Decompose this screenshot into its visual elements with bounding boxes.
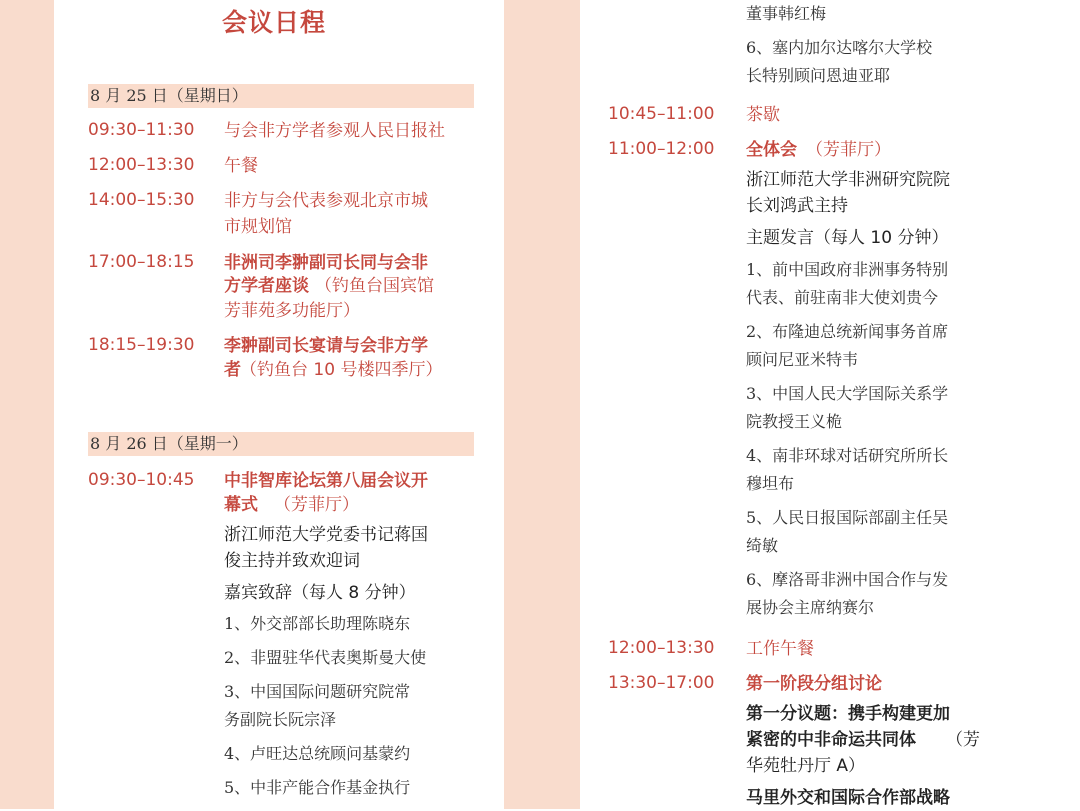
speaker-item: 绮敏 xyxy=(746,536,779,555)
event-title: 者 xyxy=(224,360,241,380)
event-host: 浙江师范大学党委书记蒋国 xyxy=(224,525,428,545)
event-time: 09:30–11:30 xyxy=(88,120,195,140)
event-title: 茶歇 xyxy=(746,105,780,125)
event-title: 第一阶段分组讨论 xyxy=(746,674,882,694)
speaker-item: 董事韩红梅 xyxy=(746,4,827,23)
topic-room: 华苑牡丹厅 A） xyxy=(746,756,866,776)
speaker-item: 5、中非产能合作基金执行 xyxy=(224,778,411,797)
event-title: 方学者座谈 xyxy=(224,276,309,296)
speaker-item: 穆坦布 xyxy=(746,474,795,493)
event-time: 11:00–12:00 xyxy=(608,139,715,159)
left-decor-band xyxy=(0,0,54,809)
event-title: 市规划馆 xyxy=(224,217,292,237)
speaker-item: 顾问尼亚米特韦 xyxy=(746,350,859,369)
topic-room: （芳 xyxy=(946,730,980,750)
speaker-item: 2、布隆迪总统新闻事务首席 xyxy=(746,322,949,341)
event-time: 13:30–17:00 xyxy=(608,673,715,693)
topic-title: 紧密的中非命运共同体 xyxy=(746,730,916,750)
event-title: 李翀副司长宴请与会非方学 xyxy=(224,336,428,356)
speaker-item: 6、塞内加尔达喀尔大学校 xyxy=(746,38,933,57)
event-time: 14:00–15:30 xyxy=(88,190,195,210)
event-host: 长刘鸿武主持 xyxy=(746,196,848,216)
speaker-item: 院教授王义桅 xyxy=(746,412,843,431)
event-host: 浙江师范大学非洲研究院院 xyxy=(746,170,950,190)
date-bar-day1: 8 月 25 日（星期日） xyxy=(88,84,474,108)
event-title: 全体会 xyxy=(746,140,797,160)
event-room: 芳菲苑多功能厅） xyxy=(224,301,360,321)
speech-title: 主题发言（每人 10 分钟） xyxy=(746,228,949,248)
event-time: 12:00–13:30 xyxy=(608,638,715,658)
speaker-item: 4、卢旺达总统顾问基蒙约 xyxy=(224,744,411,763)
event-room: （钓鱼台国宾馆 xyxy=(315,276,434,296)
date-bar-day2: 8 月 26 日（星期一） xyxy=(88,432,474,456)
event-title: 工作午餐 xyxy=(746,639,814,659)
speaker-item: 6、摩洛哥非洲中国合作与发 xyxy=(746,570,949,589)
event-time: 12:00–13:30 xyxy=(88,155,195,175)
topic-title: 第一分议题：携手构建更加 xyxy=(746,704,950,724)
event-title: 幕式 xyxy=(224,495,258,515)
event-time: 17:00–18:15 xyxy=(88,252,195,272)
event-title: 中非智库论坛第八届会议开 xyxy=(224,471,428,491)
event-host: 俊主持并致欢迎词 xyxy=(224,551,360,571)
speaker-item: 1、外交部部长助理陈晓东 xyxy=(224,614,411,633)
event-title: 非洲司李翀副司长同与会非 xyxy=(224,253,428,273)
speech-title: 嘉宾致辞（每人 8 分钟） xyxy=(224,583,416,603)
event-room: （芳菲厅） xyxy=(806,140,891,160)
speaker-item: 1、前中国政府非洲事务特别 xyxy=(746,260,949,279)
speaker-item: 务副院长阮宗泽 xyxy=(224,710,337,729)
event-time: 09:30–10:45 xyxy=(88,470,195,490)
event-room: （钓鱼台 10 号楼四季厅） xyxy=(240,360,443,380)
speaker-item: 长特别顾问恩迪亚耶 xyxy=(746,66,891,85)
page-title: 会议日程 xyxy=(222,8,327,37)
topic-tail: 马里外交和国际合作部战略 xyxy=(746,788,950,808)
speaker-item: 代表、前驻南非大使刘贵今 xyxy=(746,288,939,307)
event-title: 午餐 xyxy=(224,156,258,176)
event-title: 与会非方学者参观人民日报社 xyxy=(224,121,445,141)
speaker-item: 3、中国人民大学国际关系学 xyxy=(746,384,949,403)
speaker-item: 展协会主席纳赛尔 xyxy=(746,598,875,617)
speaker-item: 4、南非环球对话研究所所长 xyxy=(746,446,949,465)
speaker-item: 5、人民日报国际部副主任吴 xyxy=(746,508,949,527)
event-time: 10:45–11:00 xyxy=(608,104,715,124)
event-room: （芳菲厅） xyxy=(274,495,359,515)
speaker-item: 3、中国国际问题研究院常 xyxy=(224,682,411,701)
event-time: 18:15–19:30 xyxy=(88,335,195,355)
speaker-item: 2、非盟驻华代表奥斯曼大使 xyxy=(224,648,427,667)
center-decor-band xyxy=(504,0,580,809)
event-title: 非方与会代表参观北京市城 xyxy=(224,191,428,211)
